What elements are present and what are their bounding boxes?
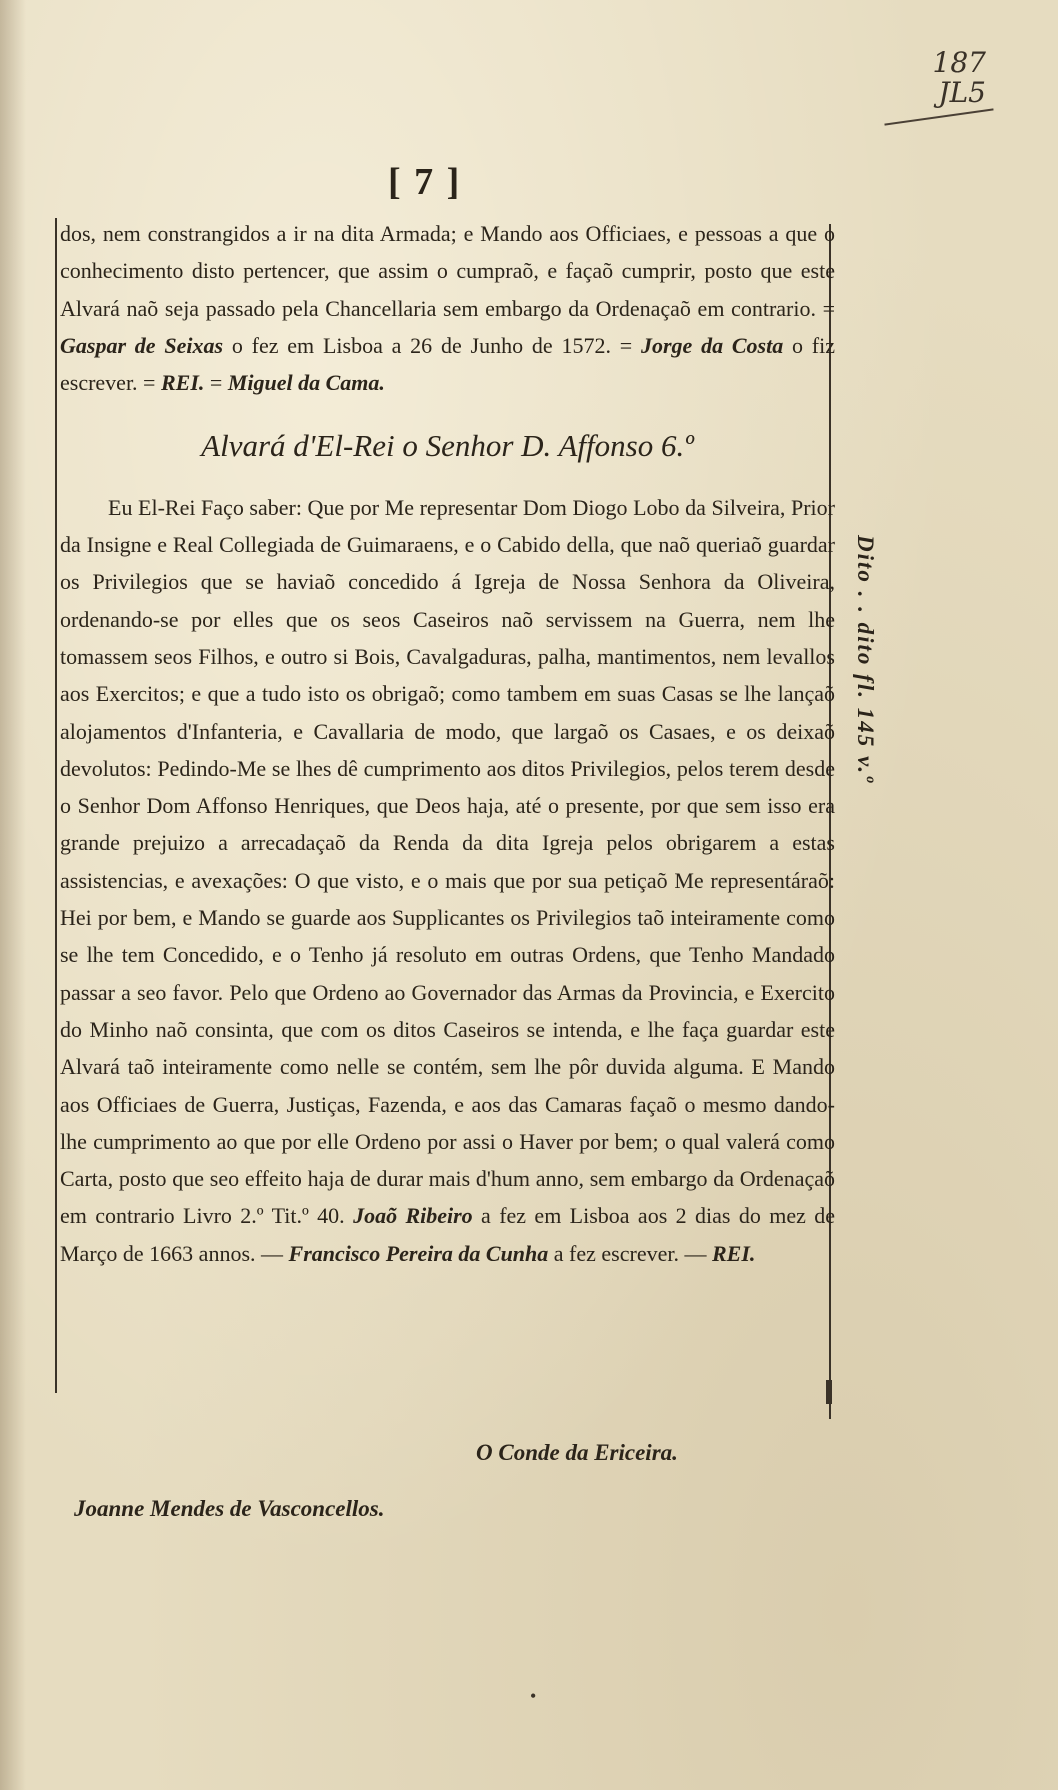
handwritten-underline bbox=[884, 108, 993, 125]
signatory-name: Jorge da Costa bbox=[640, 332, 784, 358]
section-heading: Alvará d'El-Rei o Senhor D. Affonso 6.º bbox=[201, 428, 694, 464]
signature-first: O Conde da Ericeira. bbox=[476, 1440, 678, 1465]
signatory-name: Francisco Pereira da Cunha bbox=[288, 1240, 549, 1266]
footer-mark: • bbox=[530, 1686, 537, 1706]
right-rule-end-mark bbox=[826, 1380, 832, 1404]
signatory-name: Joaõ Ribeiro bbox=[353, 1203, 473, 1229]
handwritten-initials: JL5 bbox=[938, 76, 986, 109]
decree-text: Eu El-Rei Faço saber: Que por Me representar Dom Diogo Lobo da Silveira, Prior da Insigne e Real Collegiada de Guimaraens, e o Cabido della, que naõ queriaõ guardar os Privilegios que se haviaõ concedido á Igreja de Nossa Senhora da Oliveira, ordenando-se por elles que os seos Caseiros naõ servissem na Guerra, nem lhe tomassem seos Filhos, e outro si Bois, Cavalgaduras, palha, mantimentos, nem levallos aos Exercitos; e que a tudo isto os obrigaõ; como tambem em suas Casas se lhe lançaõ alojamentos d'Infanteria, e Cavallaria de modo, que largaõ os Casaes, e os deixaõ devolutos: Pedindo-Me se lhes dê cumprimento aos ditos Privilegios, pelos terem desde o Senhor Dom Affonso Henriques, que Deos haja, até o presente, por que sem isso era grande prejuizo a arrecadaçaõ da Renda da dita Igreja pelos obrigarem a estas assistencias, e avexações: O que visto, e o mais que por sua petiçaõ Me representáraõ: Hei por bem, e Mando se guarde aos Supplicantes os Privilegios taõ inteiramente como se lhe tem Concedido, e o Tenho já resoluto em outras Ordens, que Tenho Mandado passar a seo favor. Pelo que Ordeno ao Governador das Armas da Provincia, e Exercito do Minho naõ consinta, que com os ditos Caseiros se intenda, e lhe faça guardar este Alvará taõ inteiramente como nelle se contém, sem lhe pôr duvida alguma. E Mando aos Officiaes de Guerra, Justiças, Fazenda, e aos das Camaras façaõ o mesmo dando-lhe cumprimento ao que por elle Ordeno por assi o Haver por bem; o qual valerá como Carta, posto que seo effeito haja de durar mais d'hum anno, sem embargo da Ordenaçaõ em contrario Livro 2.º Tit.º 40. bbox=[60, 494, 835, 1229]
signature-second: Joanne Mendes de Vasconcellos. bbox=[74, 1496, 385, 1521]
handwritten-annotation bbox=[896, 48, 986, 108]
decree-paragraph bbox=[60, 489, 835, 1272]
left-margin-rule bbox=[55, 218, 57, 1393]
signatory-name: REI. bbox=[160, 370, 205, 396]
decree-text: a fez escrever. — bbox=[548, 1240, 712, 1266]
margin-note: Dito . . dito fl. 145 v.º bbox=[853, 535, 878, 784]
binding-shadow bbox=[0, 0, 26, 1790]
continuation-text: = bbox=[204, 370, 228, 396]
continuation-paragraph bbox=[60, 215, 835, 401]
signatory-name: Gaspar de Seixas bbox=[60, 332, 224, 358]
signatory-name: Miguel da Cama. bbox=[227, 370, 385, 396]
handwritten-number: 187 bbox=[932, 46, 986, 79]
continuation-text: dos, nem constrangidos a ir na dita Armada; e Mando aos Officiaes, e pessoas a que o conhecimento disto pertencer, que assim o cumpraõ, e façaõ cumprir, posto que este Alvará naõ seja passado pela Chancellaria sem embargo da Ordenaçaõ em contrario. = bbox=[60, 221, 835, 321]
page-number: [ 7 ] bbox=[388, 161, 462, 203]
continuation-text: o fez em Lisboa a 26 de Junho de 1572. = bbox=[223, 332, 641, 358]
decree-text: a fez em Lisboa aos 2 dias do mez de Março de 1663 annos. — bbox=[60, 1203, 835, 1266]
signatory-name: REI. bbox=[711, 1240, 756, 1266]
continuation-text: o fiz escrever. = bbox=[60, 332, 836, 396]
main-text bbox=[60, 215, 835, 1272]
